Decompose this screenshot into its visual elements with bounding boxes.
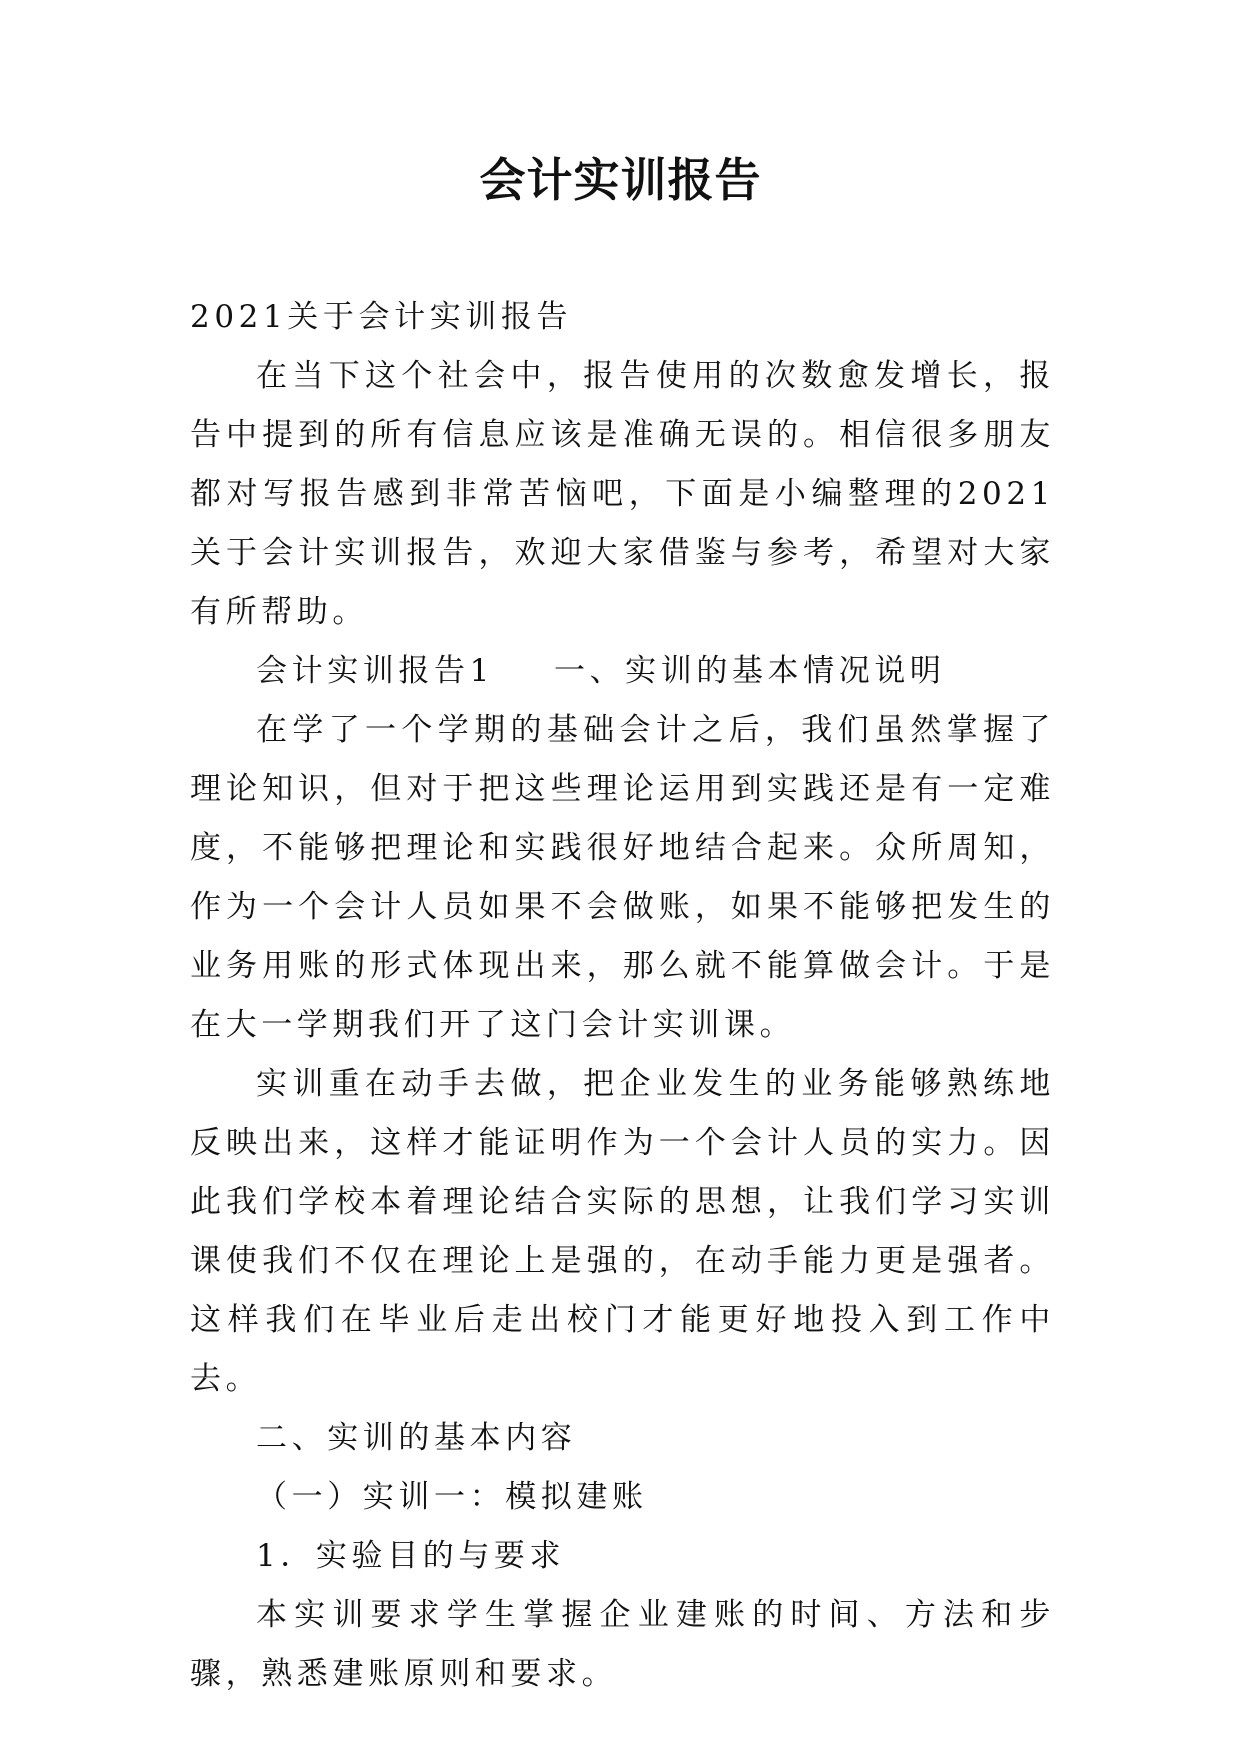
section1-heading: 一、实训的基本情况说明 xyxy=(553,653,946,689)
report-label: 会计实训报告1 xyxy=(256,653,494,689)
paragraph-2: 实训重在动手去做，把企业发生的业务能够熟练地反映出来，这样才能证明作为一个会计人员的实力。因此我们学校本着理论结合实际的思想，让我们学习实训课使我们不仅在理论上是强的，在动手能力更是强者。这样我们在毕业后走出校门才能更好地投入到工作中去。 xyxy=(190,1066,1055,1397)
item1-heading: 1．实验目的与要求 xyxy=(256,1538,566,1574)
intro-paragraph: 在当下这个社会中，报告使用的次数愈发增长，报告中提到的所有信息应该是准确无误的。相信很多朋友都对写报告感到非常苦恼吧，下面是小编整理的2021关于会计实训报告，欢迎大家借鉴与参考，希望对大家有所帮助。 xyxy=(190,358,1055,630)
paragraph-1: 在学了一个学期的基础会计之后，我们虽然掌握了理论知识，但对于把这些理论运用到实践还是有一定难度，不能够把理论和实践很好地结合起来。众所周知，作为一个会计人员如果不会做账，如果不能够把发生的业务用账的形式体现出来，那么就不能算做会计。于是在大一学期我们开了这门会计实训课。 xyxy=(190,712,1055,1043)
document-body xyxy=(190,288,1055,1704)
document-subtitle: 2021关于会计实训报告 xyxy=(190,299,573,335)
paragraph-3: 本实训要求学生掌握企业建账的时间、方法和步骤，熟悉建账原则和要求。 xyxy=(190,1597,1055,1692)
subsection1-heading: （一）实训一：模拟建账 xyxy=(256,1479,648,1515)
document-title: 会计实训报告 xyxy=(479,153,762,207)
report-heading-line xyxy=(190,642,1055,701)
section2-heading: 二、实训的基本内容 xyxy=(256,1420,577,1456)
